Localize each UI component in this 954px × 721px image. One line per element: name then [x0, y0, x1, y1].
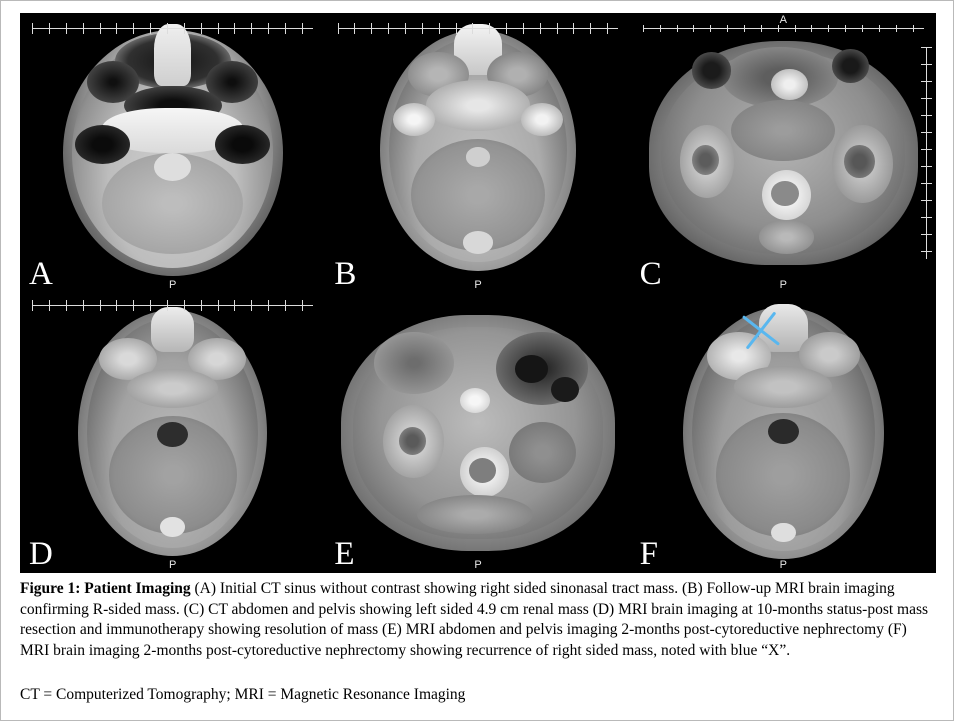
blue-x-annotation-icon — [738, 307, 784, 353]
panel-label-b: B — [334, 256, 357, 292]
figure-caption — [20, 579, 936, 661]
figure-panel-e — [325, 293, 630, 573]
figure-panel-c — [631, 13, 936, 293]
panel-label-d: D — [29, 536, 54, 572]
mri-abdomen-image-e — [325, 293, 630, 573]
figure-panel-f — [631, 293, 936, 573]
panel-label-c: C — [639, 256, 663, 292]
orientation-marker-p-a: P — [168, 279, 177, 291]
figure-caption-body: (A) Initial CT sinus without contrast showing right sided sinonasal tract mass. (B) Follow-up MRI brain imaging confirming R-sided mass. (C) CT abdomen and pelvis showing left sided 4.9 cm renal mass (D) MRI brain imaging at 10-months status-post mass resection and immunotherapy showing resolution of mass (E) MRI abdomen and pelvis imaging 2-months post-cytoreductive nephrectomy (F) MRI brain imaging 2-months post-cytoreductive nephrectomy showing recurrence of right sided mass, noted with blue “X”. — [20, 580, 929, 659]
panel-label-e: E — [334, 536, 355, 572]
mri-brain-image-b — [325, 13, 630, 293]
figure-panel-d — [20, 293, 325, 573]
mri-brain-image-d — [20, 293, 325, 573]
figure-caption-lead: Figure 1: Patient Imaging — [20, 580, 191, 597]
side-ruler-panel-c — [920, 47, 933, 260]
orientation-marker-p-c: P — [779, 279, 787, 291]
ruler-panel-d — [32, 299, 313, 312]
figure-image-grid — [20, 13, 936, 573]
orientation-marker-p-d: P — [168, 559, 177, 571]
figure-abbreviations: CT = Computerized Tomography; MRI = Magnetic Resonance Imaging — [20, 686, 466, 703]
ct-sinus-image-a — [20, 13, 325, 293]
panel-label-f: F — [639, 536, 659, 572]
orientation-marker-p-b: P — [474, 279, 482, 291]
orientation-marker-p-e: P — [474, 559, 482, 571]
ruler-panel-b — [338, 22, 619, 35]
figure-panel-a — [20, 13, 325, 293]
figure-panel-b — [325, 13, 630, 293]
ruler-panel-a — [32, 22, 313, 35]
ct-abdomen-image-c — [631, 13, 936, 293]
panel-label-a: A — [29, 256, 54, 292]
orientation-marker-p-f: P — [779, 559, 787, 571]
orientation-marker-a-c: A — [779, 14, 787, 26]
